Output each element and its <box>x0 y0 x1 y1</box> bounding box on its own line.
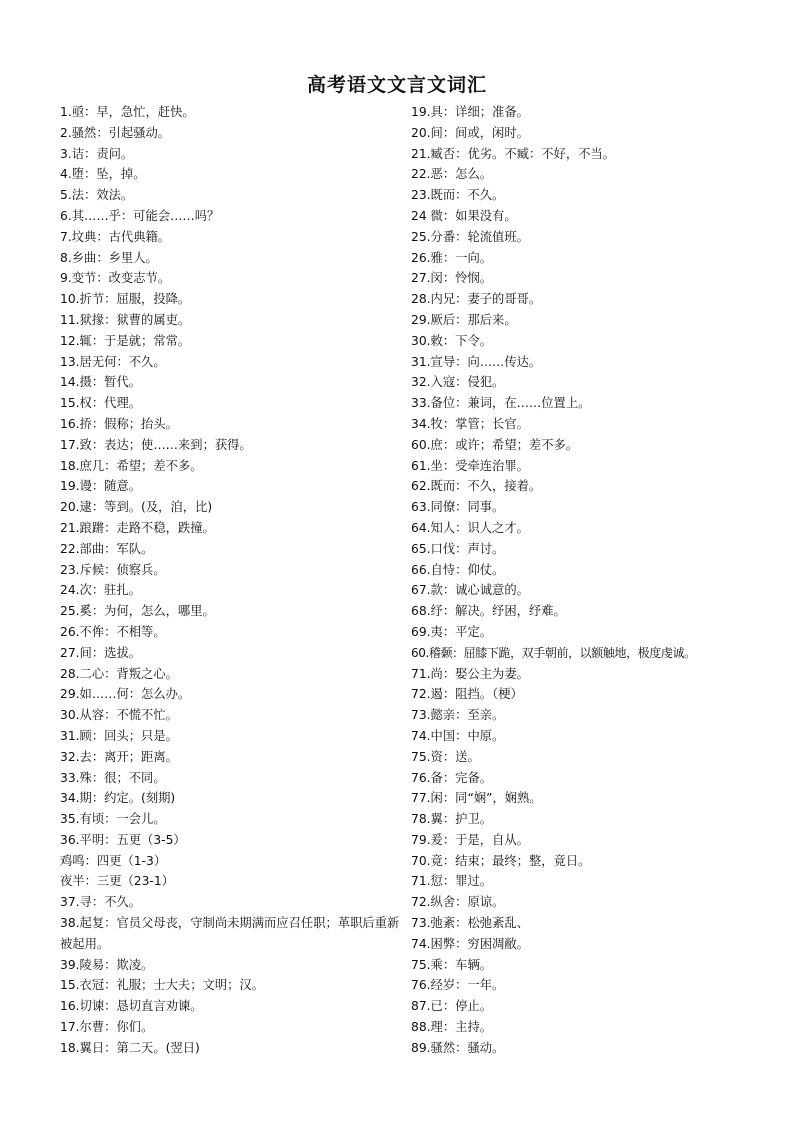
vocab-entry: 73.弛紊：松弛紊乱、 <box>411 916 529 931</box>
vocab-entry: 32.入寇：侵犯。 <box>411 375 505 390</box>
vocab-entry: 28.二心：背叛之心。 <box>60 666 178 681</box>
vocab-entry: 74.中国：中原。 <box>411 728 505 743</box>
vocab-entry: 75.资：送。 <box>411 749 480 764</box>
vocab-entry: 39.陵易：欺凌。 <box>60 957 154 972</box>
vocab-entry: 73.懿亲：至亲。 <box>411 708 505 723</box>
vocab-entry: 67.款：诚心诚意的。 <box>411 583 529 598</box>
left-column <box>60 102 400 1059</box>
vocab-entry: 22.恶：怎么。 <box>411 167 493 182</box>
vocab-entry: 30.从容：不慌不忙。 <box>60 708 178 723</box>
vocab-entry: 24 微：如果没有。 <box>411 208 517 223</box>
vocab-entry: 20.逮：等到。(及，洎，比) <box>60 500 213 515</box>
vocab-entry: 77.闲：同“娴”，娴熟。 <box>411 791 542 806</box>
vocab-entry: 33.备位：兼词，在……位置上。 <box>411 396 591 411</box>
vocab-entry: 15.衣冠：礼服；士大夫；文明；汉。 <box>60 978 265 993</box>
vocab-entry: 5.法：效法。 <box>60 188 134 203</box>
vocab-entry: 63.同僚：同事。 <box>411 500 505 515</box>
vocab-entry: 鸡鸣：四更（1-3） <box>60 853 167 868</box>
vocab-entry: 27.闵：怜悯。 <box>411 271 493 286</box>
vocab-entry: 12.辄：于是就；常常。 <box>60 333 191 348</box>
vocab-entry: 26.雅：一向。 <box>411 250 493 265</box>
vocab-entry: 2.骚然：引起骚动。 <box>60 125 171 140</box>
vocab-entry: 70.竟：结束；最终；整，竟日。 <box>411 853 591 868</box>
right-column <box>411 102 741 1059</box>
vocab-entry: 29.如……何：怎么办。 <box>60 687 191 702</box>
vocab-entry: 29.厥后：那后来。 <box>411 312 517 327</box>
vocab-entry: 33.殊：很；不同。 <box>60 770 166 785</box>
vocab-entry: 26.不侔：不相等。 <box>60 624 166 639</box>
vocab-entry: 23.既而：不久。 <box>411 188 505 203</box>
vocab-entry: 21.臧否：优劣。不臧：不好，不当。 <box>411 146 616 161</box>
vocab-entry: 18.庶几：希望；差不多。 <box>60 458 203 473</box>
vocab-entry: 1.亟：早，急忙，赶快。 <box>60 105 195 119</box>
vocab-entry: 34.牧：掌管；长官。 <box>411 416 529 431</box>
vocab-entry: 7.坟典：古代典籍。 <box>60 229 171 244</box>
page-title: 高考语文文言文词汇 <box>306 74 487 96</box>
vocab-entry: 66.自恃：仰仗。 <box>411 562 505 577</box>
vocab-entry: 28.内兄：妻子的哥哥。 <box>411 292 542 307</box>
vocab-entry: 4.堕：坠，掉。 <box>60 167 146 182</box>
vocab-entry: 87.已：停止。 <box>411 999 493 1014</box>
vocab-entry: 72.遏：阻挡。（梗） <box>411 687 523 702</box>
vocab-entry: 34.期：约定。(刻期) <box>60 791 176 806</box>
vocab-entry: 25.分番：轮流值班。 <box>411 229 529 244</box>
vocab-entry: 16.切谏：恳切直言劝谏。 <box>60 999 203 1014</box>
vocab-entry: 19.具：详细；准备。 <box>411 105 529 119</box>
vocab-entry: 64.知人：识人之才。 <box>411 520 529 535</box>
vocab-entry: 36.平明：五更（3-5） <box>60 832 186 847</box>
vocab-entry: 72.纵舍：原谅。 <box>411 895 505 910</box>
vocab-entry: 17.尔曹：你们。 <box>60 1020 154 1035</box>
vocab-entry: 8.乡曲：乡里人。 <box>60 250 158 265</box>
vocab-entry: 13.居无何：不久。 <box>60 354 166 369</box>
vocab-entry: 16.挢：假称；抬头。 <box>60 416 178 431</box>
vocab-entry: 20.间：间或，闲时。 <box>411 125 529 140</box>
vocab-entry: 60.稽颡：屈膝下跪，双手朝前，以额触地，极度虔诚。 <box>411 645 696 660</box>
vocab-entry: 69.夷：平定。 <box>411 624 493 639</box>
vocab-entry: 18.翼日：第二天。(翌日) <box>60 1040 200 1055</box>
vocab-entry: 17.致：表达；使……来到；获得。 <box>60 437 252 452</box>
vocab-entry: 38.起复：官员父母丧，守制尚未期满而应召任职；革职后重新被起用。 <box>60 916 400 951</box>
vocab-entry: 76.经岁：一年。 <box>411 978 505 993</box>
vocab-entry: 88.理：主持。 <box>411 1020 493 1035</box>
vocab-entry: 35.有顷：一会儿。 <box>60 812 166 827</box>
vocab-entry: 15.权：代理。 <box>60 396 142 411</box>
vocab-entry: 79.爰：于是，自从。 <box>411 832 529 847</box>
vocab-entry: 89.骚然：骚动。 <box>411 1040 505 1055</box>
vocab-entry: 夜半：三更（23-1） <box>60 874 174 889</box>
vocab-entry: 78.翼：护卫。 <box>411 812 493 827</box>
vocab-entry: 71.愆：罪过。 <box>411 874 493 889</box>
vocab-entry: 27.间：选拔。 <box>60 645 142 660</box>
vocab-entry: 25.奚：为何，怎么，哪里。 <box>60 604 215 619</box>
vocab-entry: 68.纾：解决。纾困，纾难。 <box>411 604 566 619</box>
vocab-entry: 14.摄：暂代。 <box>60 375 142 390</box>
vocab-entry: 22.部曲：军队。 <box>60 541 154 556</box>
vocab-entry: 31.顾：回头；只是。 <box>60 728 178 743</box>
vocab-entry: 32.去：离开；距离。 <box>60 749 178 764</box>
vocab-entry: 61.坐：受牵连治罪。 <box>411 458 529 473</box>
vocab-entry: 75.乘：车辆。 <box>411 957 493 972</box>
vocab-entry: 31.宣导：向……传达。 <box>411 354 542 369</box>
vocab-entry: 11.狱掾：狱曹的属吏。 <box>60 312 191 327</box>
vocab-entry: 74.困弊：穷困凋敝。 <box>411 936 529 951</box>
vocab-entry: 3.诘：责问。 <box>60 146 134 161</box>
vocab-entry: 6.其……乎：可能会……吗？ <box>60 208 220 223</box>
vocab-entry: 21.踉蹡：走路不稳，跌撞。 <box>60 520 215 535</box>
vocab-entry: 19.谩：随意。 <box>60 479 142 494</box>
vocab-entry: 62.既而：不久，接着。 <box>411 479 542 494</box>
vocab-entry: 60.庶：或许；希望；差不多。 <box>411 437 579 452</box>
vocab-entry: 65.口伐：声讨。 <box>411 541 505 556</box>
vocab-entry: 24.次：驻扎。 <box>60 583 142 598</box>
vocab-entry: 76.备：完备。 <box>411 770 493 785</box>
vocab-entry: 9.变节：改变志节。 <box>60 271 171 286</box>
vocab-entry: 10.折节：屈服，投降。 <box>60 292 191 307</box>
vocab-entry: 37.寻：不久。 <box>60 895 142 910</box>
vocab-entry: 30.敕：下令。 <box>411 333 493 348</box>
vocab-entry: 23.斥候：侦察兵。 <box>60 562 166 577</box>
vocab-entry: 71.尚：娶公主为妻。 <box>411 666 529 681</box>
